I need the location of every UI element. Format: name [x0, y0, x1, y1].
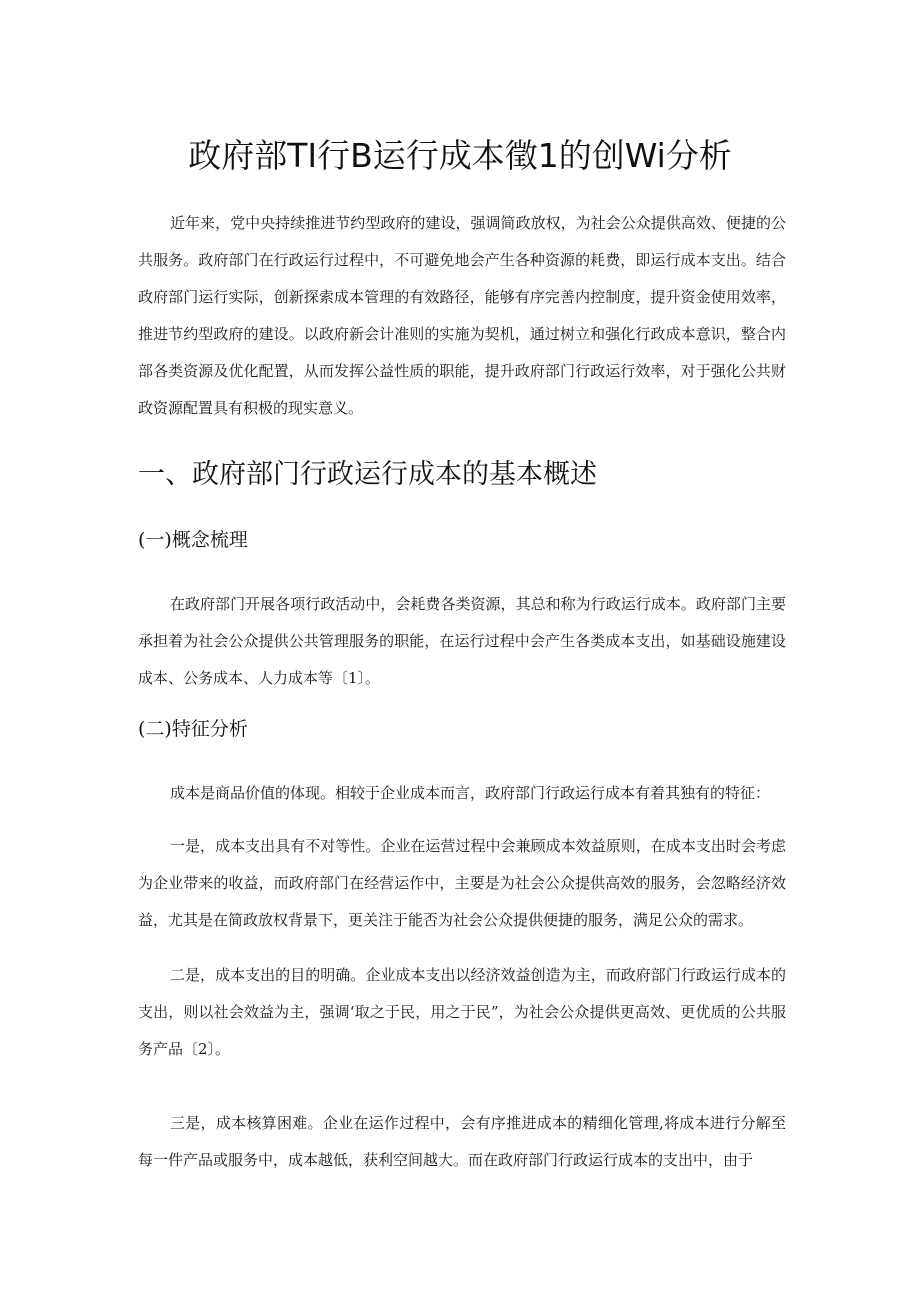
subsection-heading-features: (二)特征分析 [138, 718, 248, 740]
concept-paragraph: 在政府部门开展各项行政活动中，会耗费各类资源，其总和称为行政运行成本。政府部门主要承担着为社会公众提供公共管理服务的职能，在运行过程中会产生各类成本支出，如基础设施建设成本、公务成本、人力成本等〔1〕。 [138, 595, 786, 687]
subsection-heading-concept: (一)概念梳理 [138, 529, 248, 551]
section-heading: 一、政府部门行政运行成本的基本概述 [138, 459, 597, 490]
feature-paragraph-2: 二是，成本支出的目的明确。企业成本支出以经济效益创造为主，而政府部门行政运行成本的支出，则以社会效益为主，强调‘取之于民，用之于民”，为社会公众提供更高效、更优质的公共服务产品〔2〕。 [138, 966, 786, 1058]
document-title: 政府部TI行B运行成本徵1的创Wi分析 [188, 136, 732, 175]
feature-paragraph-3: 三是，成本核算困难。企业在运作过程中，会有序推进成本的精细化管理,将成本进行分解至每一件产品或服务中，成本越低，获利空间越大。而在政府部门行政运行成本的支出中，由于 [138, 1114, 786, 1169]
features-intro-paragraph: 成本是商品价值的体现。相较于企业成本而言，政府部门行政运行成本有着其独有的特征： [170, 784, 771, 802]
feature-paragraph-1: 一是，成本支出具有不对等性。企业在运营过程中会兼顾成本效益原则，在成本支出时会考虑为企业带来的收益，而政府部门在经营运作中，主要是为社会公众提供高效的服务，会忽略经济效益，尤其是在简政放权背景下，更关注于能否为社会公众提供便捷的服务，满足公众的需求。 [138, 837, 786, 929]
intro-paragraph: 近年来，党中央持续推进节约型政府的建设，强调简政放权，为社会公众提供高效、便捷的公共服务。政府部门在行政运行过程中，不可避免地会产生各种资源的耗费，即运行成本支出。结合政府部门运行实际，创新探索成本管理的有效路径，能够有序完善内控制度，提升资金使用效率，推进节约型政府的建设。以政府新会计准则的实施为契机，通过树立和强化行政成本意识，整合内部各类资源及优化配置，从而发挥公益性质的职能，提升政府部门行政运行效率，对于强化公共财政资源配置具有积极的现实意义。 [138, 214, 786, 417]
